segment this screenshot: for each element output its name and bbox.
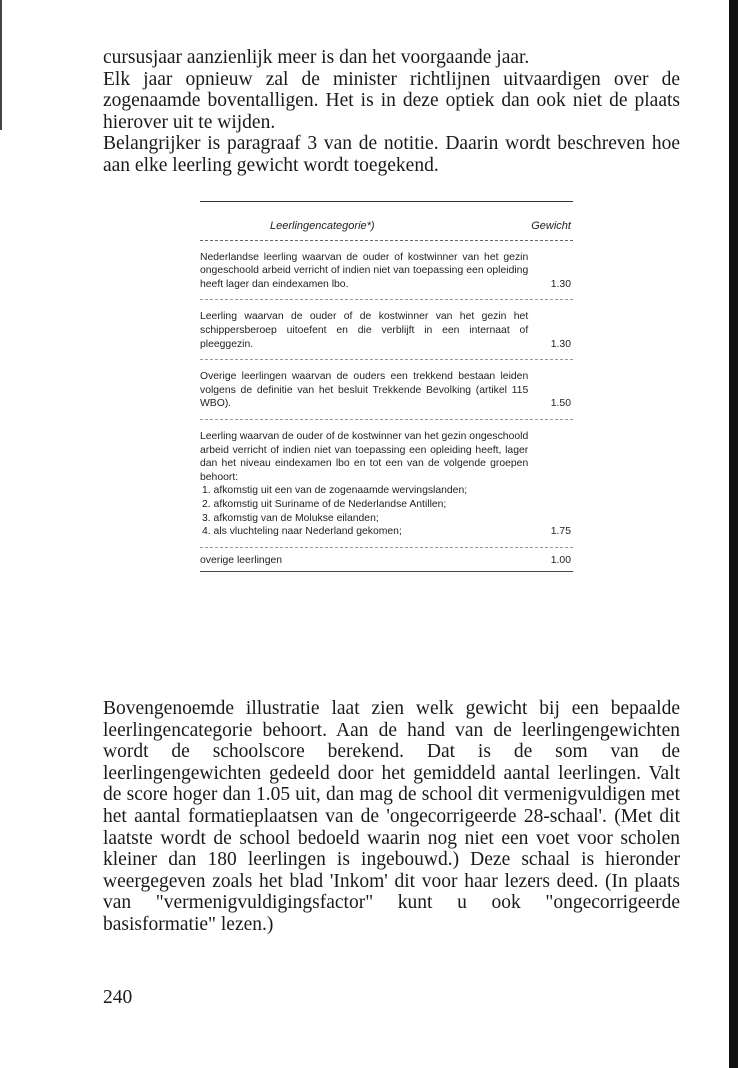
table-header bbox=[200, 202, 573, 240]
row-description: Overige leerlingen waarvan de ouders een trekkend bestaan leiden volgens de definitie van het besluit Trekkende Bevolking (artikel 115 WBO). bbox=[200, 371, 529, 410]
paragraph-3: Belangrijker is paragraaf 3 van de notitie. Daarin wordt beschreven hoe aan elke leerling gewicht wordt toegekend. bbox=[103, 133, 680, 176]
row-weight: 1.30 bbox=[550, 338, 571, 350]
list-item: 3. afkomstig van de Molukse eilanden; bbox=[202, 512, 379, 524]
row-description-block bbox=[200, 430, 528, 539]
page-edge-left bbox=[0, 0, 2, 130]
page-number: 240 bbox=[103, 987, 133, 1008]
table-row bbox=[200, 360, 573, 420]
row-description: Leerling waarvan de ouder of de kostwinner van het gezin ongeschoold arbeid verricht of indien niet van toepassing een opleiding heeft, lager dan het niveau eindexamen lbo en tot een van de volgende groepen behoort: bbox=[200, 430, 529, 483]
table-row bbox=[200, 300, 573, 360]
row-weight: 1.30 bbox=[550, 278, 571, 290]
page-edge-right bbox=[729, 0, 738, 1068]
row-weight: 1.50 bbox=[550, 398, 571, 410]
row-description: overige leerlingen bbox=[200, 554, 283, 566]
table-row bbox=[200, 420, 573, 548]
top-text-block bbox=[103, 47, 680, 177]
bottom-text-block bbox=[103, 698, 680, 936]
paragraph-2: Elk jaar opnieuw zal de minister richtlijnen uitvaardigen over de zogenaamde boventalligen. Het is in deze optiek dan ook niet de plaats hierover uit te wijden. bbox=[103, 68, 680, 133]
row-weight: 1.75 bbox=[550, 526, 571, 538]
paragraph-1: cursusjaar aanzienlijk meer is dan het voorgaande jaar. bbox=[103, 47, 530, 68]
row-weight: 1.00 bbox=[550, 554, 571, 566]
origin-group-list bbox=[200, 484, 528, 538]
list-item: 1. afkomstig uit een van de zogenaamde wervingslanden; bbox=[202, 485, 468, 497]
list-item: 4. als vluchteling naar Nederland gekomen; bbox=[202, 526, 402, 538]
row-description: Leerling waarvan de ouder of de kostwinner van het gezin het schippersberoep uitoefent en die verblijft in een internaat of pleeggezin. bbox=[200, 311, 529, 350]
paragraph-4: Bovengenoemde illustratie laat zien welk gewicht bij een bepaalde leerlingencategorie behoort. Aan de hand van de leerlingengewichten wordt de schoolscore berekend. Dat is de som van de leerlingengewichten gedeeld door het gemiddeld aantal leerlingen. Valt de score hoger dan 1.05 uit, dan mag de school dit vermenigvuldigen met het aantal formatieplaatsen van de 'ongecorrigeerde 28-schaal'. (Met dit laatste wordt de school bedoeld waarin nog niet een voet voor scholen kleiner dan 180 leerlingen is ingebouwd.) Deze schaal is hieronder weergegeven zoals het blad 'Inkom' dit voor haar lezers deed. (In plaats van "vermenigvuldigingsfactor" kunt u ook "ongecorrigeerde basisformatie" lezen.) bbox=[103, 698, 680, 935]
row-description: Nederlandse leerling waarvan de ouder of kostwinner van het gezin ongeschoold arbeid verricht of indien niet van toepassing een opleiding heeft lager dan eindexamen lbo. bbox=[200, 251, 529, 290]
header-weight: Gewicht bbox=[531, 220, 571, 232]
list-item: 2. afkomstig uit Suriname of de Nederlandse Antillen; bbox=[202, 498, 447, 510]
table-row-last bbox=[200, 548, 573, 573]
weight-table bbox=[200, 201, 573, 572]
table-row bbox=[200, 241, 573, 301]
header-category: Leerlingencategorie*) bbox=[270, 220, 375, 232]
